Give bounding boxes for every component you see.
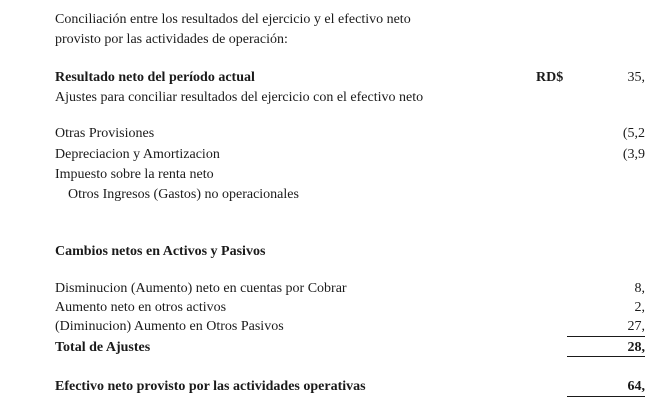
net-cash-label: Efectivo neto provisto por las actividades operativas [55,379,366,394]
change-amount: 8, [634,281,645,296]
total-adjustments-amount: 28, [627,340,645,355]
adjustment-amount: (5,2 [622,126,645,141]
subtotal-underline [567,336,645,337]
intro-line-2: provisto por las actividades de operación: [55,32,288,47]
adjustments-heading: Ajustes para conciliar resultados del ejercicio con el efectivo neto [55,90,424,105]
change-amount: 27, [627,319,645,334]
total-adjustments-label: Total de Ajustes [55,340,151,355]
adjustment-label: Depreciacion y Amortizacion [55,147,220,162]
total-underline [567,356,645,357]
net-cash-underline [567,396,645,397]
adjustment-label: Otras Provisiones [55,126,155,141]
adjustment-amount: (3,9 [622,147,645,162]
change-label: Aumento neto en otros activos [55,300,227,315]
currency-label: RD$ [536,70,564,85]
changes-heading: Cambios netos en Activos y Pasivos [55,244,266,259]
intro-line-1: Conciliación entre los resultados del ejercicio y el efectivo neto [55,12,411,27]
adjustment-label: Impuesto sobre la renta neto [55,167,214,182]
change-amount: 2, [634,300,645,315]
net-result-amount: 35, [627,70,645,85]
change-label: Disminucion (Aumento) neto en cuentas por Cobrar [55,281,347,296]
change-label: (Diminucion) Aumento en Otros Pasivos [55,319,284,334]
net-cash-amount: 64, [627,379,645,394]
adjustment-label: Otros Ingresos (Gastos) no operacionales [68,187,299,202]
net-result-label: Resultado neto del período actual [55,70,255,85]
